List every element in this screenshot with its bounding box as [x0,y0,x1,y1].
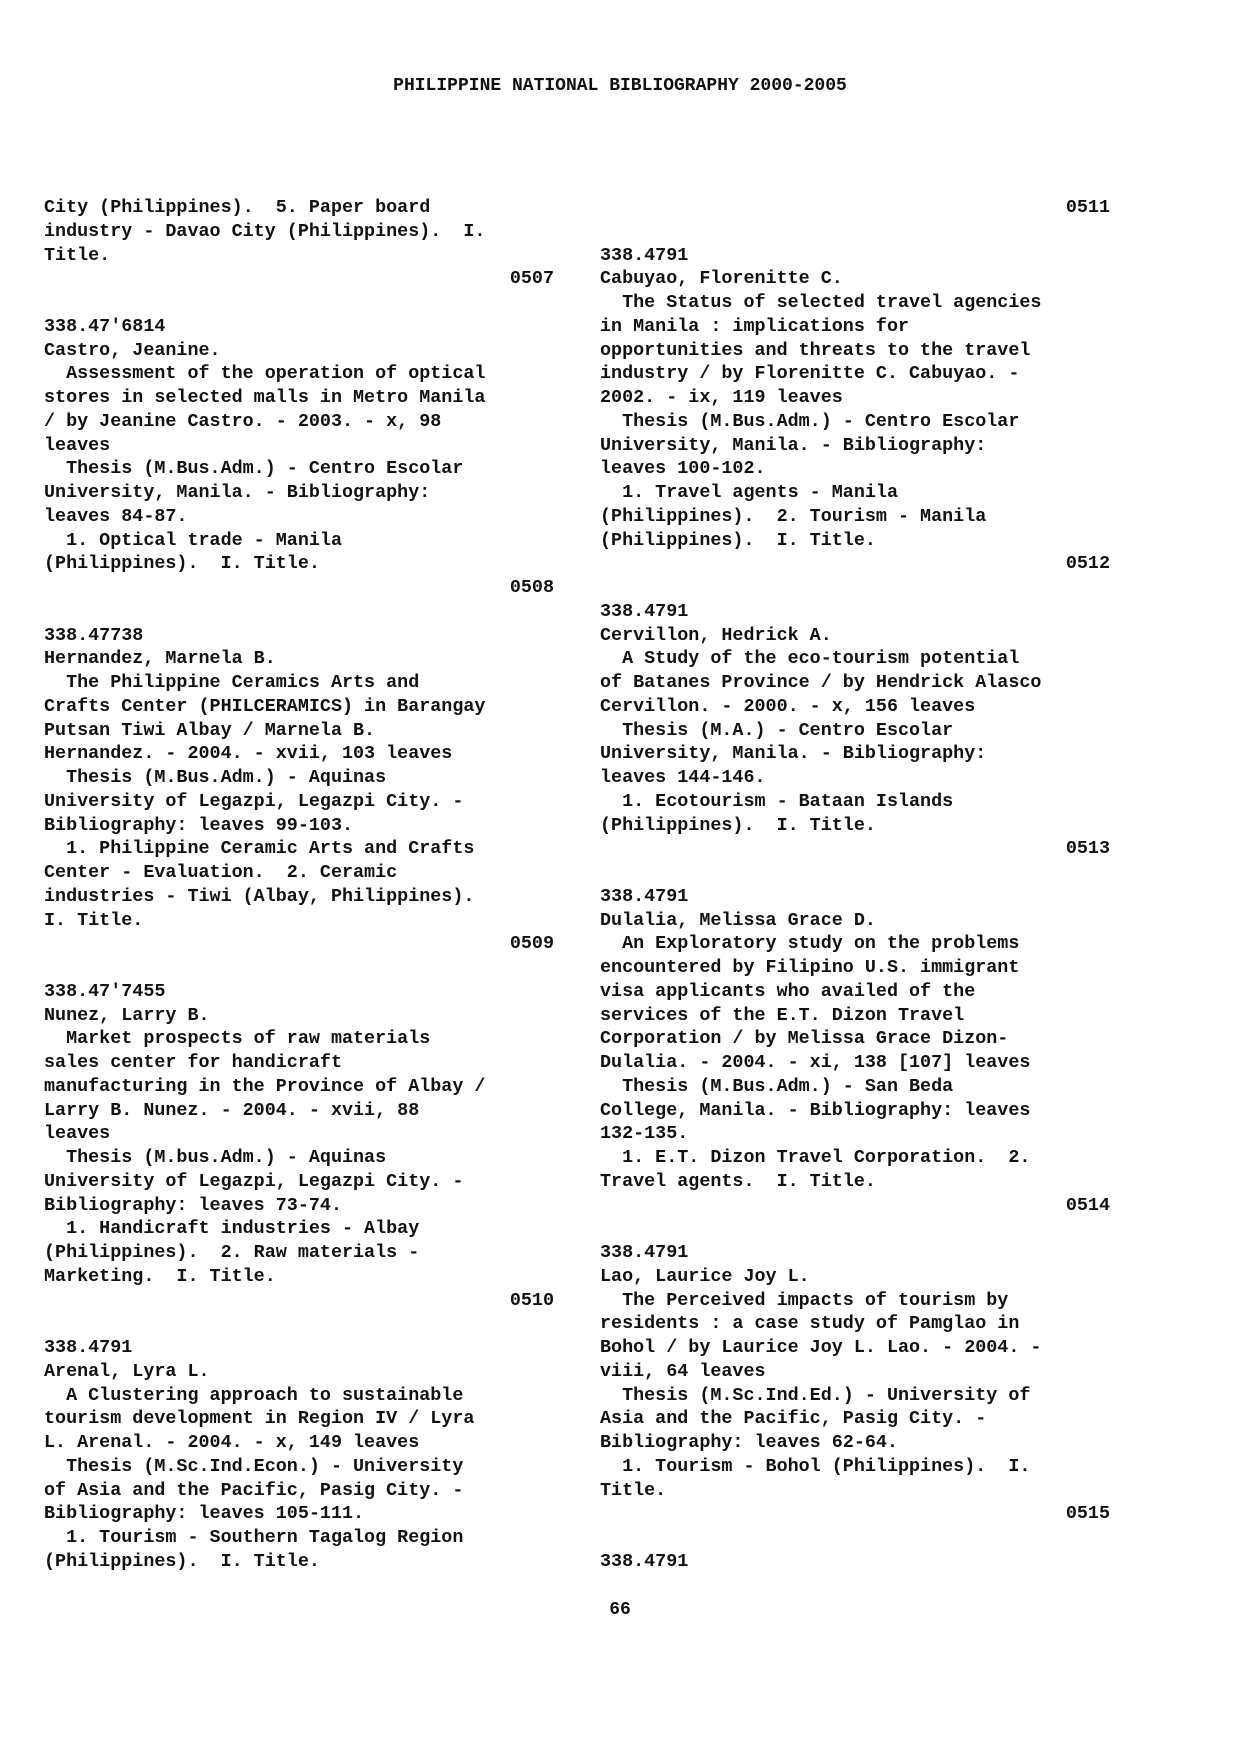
entry-line: of Asia and the Pacific, Pasig City. - [44,1479,464,1501]
entry-line: Thesis (M.A.) - Centro Escolar [600,719,954,741]
call-number: 338.4791 [600,1242,689,1263]
entry-line: Crafts Center (PHILCERAMICS) in Barangay [44,695,486,717]
entry-line: Marketing. I. Title. [44,1265,276,1287]
entry-line: leaves 100-102. [600,458,766,480]
entry-line: sales center for handicraft [44,1052,342,1073]
entry-number: 0508 [509,577,554,598]
entry-line: manufacturing in the Province of Albay / [44,1075,486,1097]
entry-line: (Philippines). I. Title. [44,1550,320,1572]
entry-line: A Study of the eco-tourism potential [600,648,1020,670]
entry-line: Dulalia. - 2004. - xi, 138 [107] leaves [600,1052,1031,1073]
entry-line: Castro, Jeanine. [44,339,221,361]
entry-line: opportunities and threats to the travel [600,339,1031,361]
entry-line: Cervillon, Hedrick A. [600,624,832,646]
entry-line: 1. Optical trade - Manila [44,529,342,551]
blank-line [44,291,554,315]
entry-line: Title. [44,244,111,266]
blank-line [600,1217,1110,1241]
entry-line: Thesis (M.bus.Adm.) - Aquinas [44,1147,387,1168]
entry-line: Arenal, Lyra L. [44,1360,210,1382]
blank-line [44,600,554,624]
entry-number: 0510 [509,1289,554,1311]
entry-line: L. Arenal. - 2004. - x, 149 leaves [44,1432,420,1453]
entry-line: College, Manila. - Bibliography: leaves [600,1099,1031,1121]
entry-line: encountered by Filipino U.S. immigrant [600,957,1020,978]
page-number: 66 [609,1600,631,1620]
entry-line: Larry B. Nunez. - 2004. - xvii, 88 [44,1099,420,1121]
entry-line: leaves [44,434,111,456]
entry-number: 0509 [509,933,554,955]
entry-line: Travel agents. I. Title. [600,1170,876,1192]
bibliography-column-right [600,196,1110,1574]
entry-line: Bibliography: leaves 62-64. [600,1432,898,1453]
entry-line: Dulalia, Melissa Grace D. [600,909,876,931]
call-number: 338.4791 [600,1550,689,1572]
entry-line: Thesis (M.Bus.Adm.) - Aquinas [44,767,387,788]
entry-line: Lao, Laurice Joy L. [600,1265,810,1287]
entry-line: industries - Tiwi (Albay, Philippines). [44,885,475,907]
entry-line: leaves 84-87. [44,505,188,527]
entry-number: 0513 [1065,838,1110,860]
entry-line: University, Manila. - Bibliography: [44,482,431,503]
entry-line: University, Manila. - Bibliography: [600,434,987,456]
entry-line: Market prospects of raw materials [44,1028,431,1050]
entry-number: 0511 [1065,197,1110,218]
entry-line: Bibliography: leaves 105-111. [44,1503,365,1525]
entry-line: visa applicants who availed of the [600,980,976,1002]
entry-line: of Batanes Province / by Hendrick Alasco [600,672,1042,693]
call-number: 338.4791 [600,600,689,622]
entry-line: 1. E.T. Dizon Travel Corporation. 2. [600,1147,1031,1168]
page-header: PHILIPPINE NATIONAL BIBLIOGRAPHY 2000-2005 [393,76,847,96]
call-number: 338.47'7455 [44,980,166,1002]
entry-line: An Exploratory study on the problems [600,933,1020,955]
entry-line: in Manila : implications for [600,315,910,337]
entry-line: 1. Travel agents - Manila [600,482,898,503]
entry-line: Bohol / by Laurice Joy L. Lao. - 2004. - [600,1337,1042,1358]
blank-line [600,576,1110,600]
entry-line: (Philippines). I. Title. [600,814,876,836]
entry-line: (Philippines). 2. Tourism - Manila [600,505,987,527]
blank-line [600,220,1110,244]
entry-line: Putsan Tiwi Albay / Marnela B. [44,719,376,741]
entry-line: tourism development in Region IV / Lyra [44,1408,475,1430]
entry-line: I. Title. [44,909,144,931]
entry-line: 1. Ecotourism - Bataan Islands [600,790,954,812]
entry-line: Asia and the Pacific, Pasig City. - [600,1408,987,1430]
entry-line: (Philippines). 2. Raw materials - [44,1242,420,1263]
entry-line: 2002. - ix, 119 leaves [600,387,843,408]
entry-line: Center - Evaluation. 2. Ceramic [44,862,398,883]
entry-line: Thesis (M.Bus.Adm.) - Centro Escolar [44,458,464,480]
call-number: 338.4791 [600,244,689,266]
entry-line: industry - Davao City (Philippines). I. [44,220,486,242]
entry-number: 0515 [1065,1503,1110,1525]
entry-line: A Clustering approach to sustainable [44,1384,464,1406]
entry-line: / by Jeanine Castro. - 2003. - x, 98 [44,410,442,432]
entry-line: The Perceived impacts of tourism by [600,1289,1009,1311]
blank-line [600,861,1110,885]
entry-line: stores in selected malls in Metro Manila [44,387,486,408]
call-number: 338.4791 [600,885,689,907]
entry-number: 0507 [509,268,554,290]
entry-line: City (Philippines). 5. Paper board [44,197,431,218]
entry-line: 132-135. [600,1123,689,1145]
entry-line: 1. Handicraft industries - Albay [44,1218,420,1240]
entry-line: viii, 64 leaves [600,1360,766,1382]
entry-line: The Philippine Ceramics Arts and [44,672,420,693]
entry-line: 1. Philippine Ceramic Arts and Crafts [44,838,475,860]
call-number: 338.4791 [44,1337,133,1358]
entry-line: Thesis (M.Bus.Adm.) - Centro Escolar [600,410,1020,432]
entry-line: University of Legazpi, Legazpi City. - [44,1170,464,1192]
entry-line: Thesis (M.Sc.Ind.Econ.) - University [44,1455,464,1477]
entry-line: leaves [44,1123,111,1145]
blank-line [44,1312,554,1336]
entry-line: residents : a case study of Pamglao in [600,1313,1020,1335]
entry-line: Corporation / by Melissa Grace Dizon- [600,1028,1009,1050]
entry-line: industry / by Florenitte C. Cabuyao. - [600,363,1020,385]
entry-line: Bibliography: leaves 73-74. [44,1194,342,1216]
call-number: 338.47738 [44,624,144,646]
entry-line: (Philippines). I. Title. [600,529,876,551]
blank-line [44,956,554,980]
entry-line: Thesis (M.Bus.Adm.) - San Beda [600,1075,954,1097]
entry-line: Hernandez, Marnela B. [44,648,276,670]
entry-line: 1. Tourism - Bohol (Philippines). I. [600,1455,1031,1477]
entry-line: The Status of selected travel agencies [600,292,1042,313]
entry-line: (Philippines). I. Title. [44,553,320,575]
entry-line: University, Manila. - Bibliography: [600,743,987,765]
entry-line: leaves 144-146. [600,767,766,788]
entry-number: 0512 [1065,553,1110,575]
call-number: 338.47'6814 [44,315,166,337]
entry-line: Assessment of the operation of optical [44,363,486,385]
bibliography-column-left [44,196,554,1574]
entry-line: Hernandez. - 2004. - xvii, 103 leaves [44,743,453,765]
entry-line: Nunez, Larry B. [44,1004,210,1026]
entry-line: 1. Tourism - Southern Tagalog Region [44,1527,464,1548]
entry-line: Bibliography: leaves 99-103. [44,814,354,836]
entry-line: Cervillon. - 2000. - x, 156 leaves [600,695,976,717]
entry-number: 0514 [1065,1194,1110,1216]
entry-line: services of the E.T. Dizon Travel [600,1004,965,1026]
entry-line: Title. [600,1479,667,1501]
entry-line: Cabuyao, Florenitte C. [600,268,843,290]
blank-line [600,1526,1110,1550]
entry-line: University of Legazpi, Legazpi City. - [44,790,464,812]
entry-line: Thesis (M.Sc.Ind.Ed.) - University of [600,1384,1031,1406]
